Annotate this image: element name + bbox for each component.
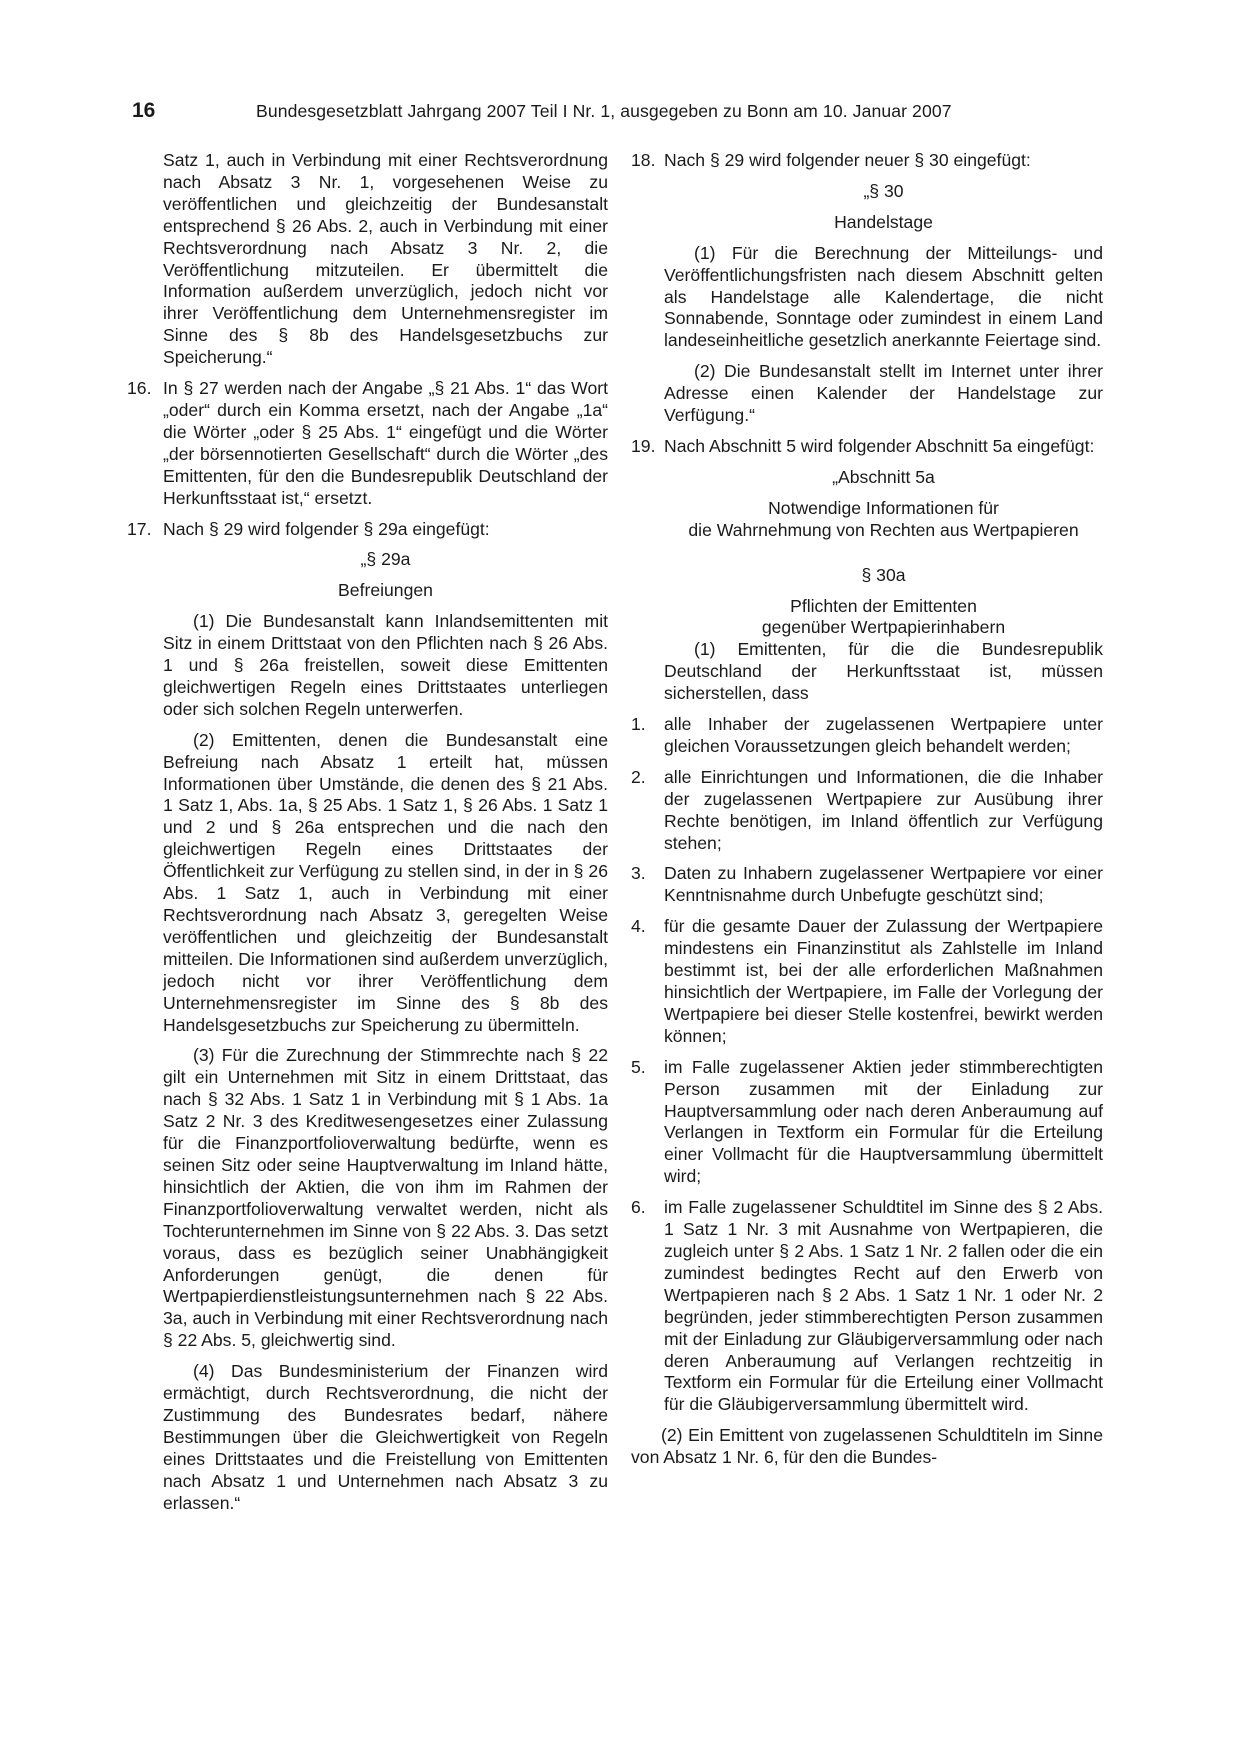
paragraph: (4) Das Bundesministerium der Finanzen wird ermächtigt, durch Rechtsverordnung, die nicht der Zustimmung des Bundesrates bedarf, nähere Bestimmungen über die Gleichwertigkeit von Regeln eines Drittstaates und die Freistellung von Emittenten nach Absatz 1 und Unternehmen nach Absatz 3 zu erlassen.“ — [163, 1361, 608, 1513]
section-title: „§ 29a — [360, 549, 411, 570]
list-item — [631, 767, 1103, 855]
list-text: für die gesamte Dauer der Zulassung der Wertpapiere mindestens ein Finanzinstitut als Zahlstelle im Inland bestimmt ist, bei der alle erforderlichen Maßnahmen hinsichtlich der Wertpapiere, im Falle der Vorlegung der Wertpapiere bei dieser Stelle kostenfrei, bewirkt werden können; — [664, 916, 1103, 1046]
continued-text: Satz 1, auch in Verbindung mit einer Rechtsverordnung nach Absatz 3 Nr. 1, vorgesehenen Weise zu veröffentlichen und gleichzeitig der Bundesanstalt entsprechend § 26 Abs. 2, auch in Verbindung mit einer Rechtsverordnung nach Absatz 3 Nr. 2, die Veröffentlichung mitzuteilen. Er übermittelt die Information außerdem unverzüglich, jedoch nicht vor ihrer Veröffentlichung dem Unternehmensregister im Sinne des § 8b des Handelsgesetzbuchs zur Speicherung.“ — [163, 150, 608, 368]
list-item — [631, 863, 1103, 907]
chapter-heading-line-2: die Wahrnehmung von Rechten aus Wertpapieren — [688, 519, 1079, 540]
list-text: im Falle zugelassener Aktien jeder stimmberechtigten Person zusammen mit der Einladung zur Hauptversammlung oder nach deren Anberaumung auf Verlangen in Textform ein Formular für die Erteilung einer Vollmacht für die Hauptversammlung übermittelt wird; — [664, 1056, 1103, 1187]
section-title: „§ 30 — [863, 180, 904, 201]
item-number: 18. — [631, 150, 656, 170]
item-text: Nach § 29 wird folgender § 29a eingefügt: — [163, 518, 490, 539]
paragraph: (1) Die Bundesanstalt kann Inlandsemittenten mit Sitz in einem Drittstaat von den Pflichten nach § 26 Abs. 1 und § 26a freistellen, soweit diese Emittenten gleichwertigen Regeln eines Drittstaates unterliegen oder sich solchen Regeln unterwerfen. — [163, 611, 608, 719]
list-item — [631, 714, 1103, 758]
paragraph: (1) Emittenten, für die die Bundesrepublik Deutschland der Herkunftsstaat ist, müssen sicherstellen, dass — [664, 639, 1103, 704]
page-number: 16 — [132, 99, 156, 122]
list-item — [631, 1197, 1103, 1416]
item-19 — [631, 436, 1103, 458]
list-number: 6. — [631, 1197, 646, 1218]
chapter-heading-line-1: Notwendige Informationen für — [768, 497, 999, 518]
paragraph: (1) Für die Berechnung der Mitteilungs- und Veröffentlichungsfristen nach diesem Abschnitt gelten als Handelstage alle Kalendertage, die nicht Sonnabende, Sonntage oder zumindest in einem Land landeseinheitliche gesetzlich anerkannte Feiertage sind. — [664, 242, 1103, 351]
section-heading: Befreiungen — [338, 580, 433, 601]
paragraph: (2) Ein Emittent von zugelassenen Schuldtiteln im Sinne von Absatz 1 Nr. 6, für den die Bundes- — [631, 1425, 1103, 1468]
item-number: 19. — [631, 435, 656, 456]
list-item — [631, 1057, 1103, 1188]
item-17 — [127, 519, 608, 541]
list-text: im Falle zugelassener Schuldtitel im Sinne des § 2 Abs. 1 Satz 1 Nr. 3 mit Ausnahme von Wertpapieren, die zugleich unter § 2 Abs. 1 Satz 1 Nr. 2 fallen oder die ein zumindest bedingtes Recht auf den Erwerb von Wertpapieren nach § 2 Abs. 1 Satz 1 Nr. 1 oder Nr. 2 begründen, jeder stimmberechtigten Person zusammen mit der Einladung zur Gläubigerversammlung oder nach deren Anberaumung auf Verlangen rechtzeitig in Textform ein Formular für die Erteilung einer Vollmacht für die Gläubigerversammlung übermittelt wird. — [664, 1197, 1103, 1415]
list-text: alle Einrichtungen und Informationen, die die Inhaber der zugelassenen Wertpapiere zur Ausübung ihrer Rechte benötigen, im Inland öffentlich zur Verfügung stehen; — [664, 766, 1103, 853]
list-number: 5. — [631, 1056, 646, 1077]
list-number: 2. — [631, 766, 646, 787]
item-text: In § 27 werden nach der Angabe „§ 21 Abs. 1“ das Wort „oder“ durch ein Komma ersetzt, nach der Angabe „1a“ die Wörter „oder § 25 Abs. 1“ eingefügt und die Wörter „der börsennotierten Gesellschaft“ durch die Wörter „des Emittenten, für den die Bundesrepublik Deutschland der Herkunftsstaat ist,“ ersetzt. — [163, 378, 608, 508]
list-item — [631, 916, 1103, 1047]
running-title: Bundesgesetzblatt Jahrgang 2007 Teil I Nr. 1, ausgegeben zu Bonn am 10. Januar 2007 — [256, 101, 952, 121]
list-number: 1. — [631, 714, 646, 735]
paragraph: (2) Emittenten, denen die Bundesanstalt eine Befreiung nach Absatz 1 erteilt hat, müssen Informationen über Umstände, die denen des § 21 Abs. 1 Satz 1, Abs. 1a, § 25 Abs. 1 Satz 1, § 26 Abs. 1 Satz 1 und 2 und § 26a entsprechen und die nach den gleichwertigen Regeln eines Drittstaates der Öffentlichkeit zur Verfügung zu stellen sind, in der in § 26 Abs. 1 Satz 1, auch in Verbindung mit einer Rechtsverordnung nach Absatz 3, geregelten Weise veröffentlichen und gleichzeitig der Bundesanstalt mitteilen. Die Informationen sind außerdem unverzüglich, jedoch nicht vor ihrer Veröffentlichung dem Unternehmensregister im Sinne des § 8b des Handelsgesetzbuchs zur Speicherung zu übermitteln. — [163, 729, 608, 1035]
right-column — [631, 150, 1103, 1469]
item-16 — [127, 378, 608, 509]
list-text: Daten zu Inhabern zugelassener Wertpapiere vor einer Kenntnisnahme durch Unbefugte geschützt sind; — [664, 863, 1103, 906]
list-number: 3. — [631, 863, 646, 884]
item-number: 16. — [127, 378, 152, 399]
section-title: § 30a — [861, 564, 906, 585]
item-text: Nach Abschnitt 5 wird folgender Abschnitt 5a eingefügt: — [664, 435, 1095, 456]
section-heading-line-1: Pflichten der Emittenten — [790, 595, 977, 616]
paragraph: (2) Die Bundesanstalt stellt im Internet unter ihrer Adresse einen Kalender der Handelstage zur Verfügung.“ — [664, 361, 1103, 426]
section-heading: Handelstage — [834, 211, 933, 232]
requirements-list — [631, 714, 1103, 1416]
item-text: Nach § 29 wird folgender neuer § 30 eingefügt: — [664, 150, 1031, 170]
item-18 — [631, 150, 1103, 172]
section-heading-line-2: gegenüber Wertpapierinhabern — [761, 617, 1006, 638]
list-text: alle Inhaber der zugelassenen Wertpapiere unter gleichen Voraussetzungen gleich behandelt werden; — [664, 714, 1103, 756]
left-column — [127, 150, 608, 1514]
item-number: 17. — [127, 518, 152, 539]
list-number: 4. — [631, 916, 646, 937]
paragraph: (3) Für die Zurechnung der Stimmrechte nach § 22 gilt ein Unternehmen mit Sitz in einem Drittstaat, das nach § 32 Abs. 1 Satz 1 in Verbindung mit § 1 Abs. 1a Satz 2 Nr. 3 des Kreditwesengesetzes einer Zulassung für die Finanzportfolioverwaltung bedürfte, wenn es seinen Sitz oder seine Hauptverwaltung im Inland hätte, hinsichtlich der Aktien, die von ihm im Rahmen der Finanzportfolioverwaltung verwaltet werden, nicht als Tochterunternehmen im Sinne von § 22 Abs. 3. Das setzt voraus, dass es bezüglich seiner Unabhängigkeit Anforderungen genügt, die denen für Wertpapierdienstleistungsunternehmen nach § 22 Abs. 3a, auch in Verbindung mit einer Rechtsverordnung nach § 22 Abs. 5, gleichwertig sind. — [163, 1045, 608, 1351]
chapter-title: „Abschnitt 5a — [832, 466, 935, 487]
